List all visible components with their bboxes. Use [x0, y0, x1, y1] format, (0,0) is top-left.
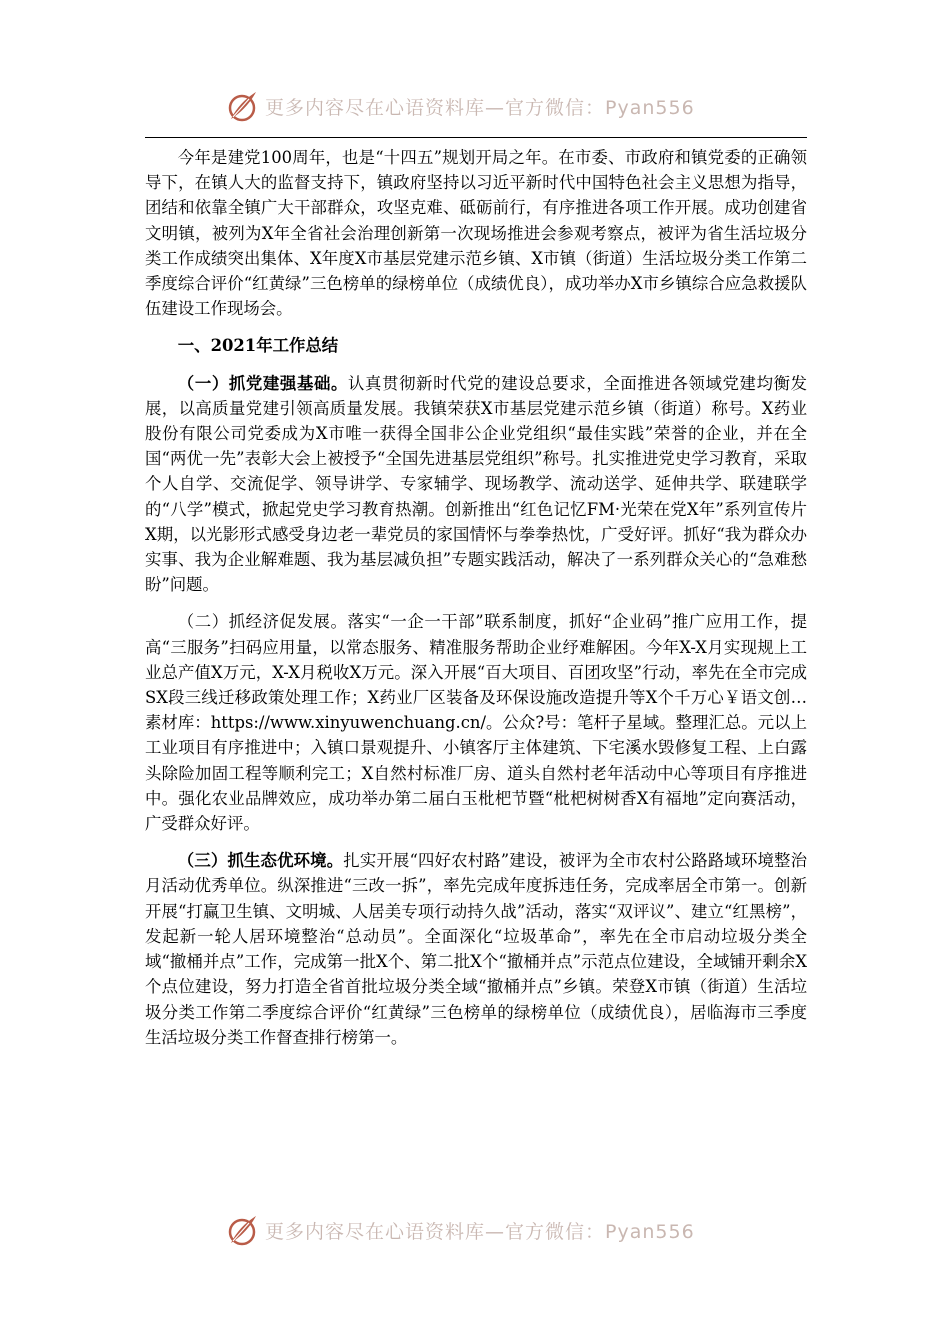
paragraph-body: 扎实开展“四好农村路”建设，被评为全市农村公路路域环境整治月活动优秀单位。纵深推进“三改一拆”，率先完成年度拆违任务，完成率居全市第一。创新开展“打赢卫生镇、文明城、人居美专项行动持久战”活动，落实“双评议”、建立“红黑榜”，发起新一轮人居环境整治“总动员”。全面深化“垃圾革命”，率先在全市启动垃圾分类全域“撤桶并点”工作，完成第一批X个、第二批X个“撤桶并点”示范点位建设，全域铺开剩余X个点位建设，努力打造全省首批垃圾分类全域“撤桶并点”乡镇。荣登X市镇（街道）生活垃圾分类工作第二季度综合评价“红黄绿”三色榜单的绿榜单位（成绩优良），居临海市三季度生活垃圾分类工作督查排行榜第一。 — [145, 851, 807, 1047]
paragraph-party-building — [145, 371, 807, 598]
header-banner — [0, 86, 950, 126]
quill-pen-icon — [225, 89, 259, 123]
banner-text: 更多内容尽在心语资料库—官方微信：Pyan556 — [265, 96, 695, 119]
quill-pen-icon — [225, 1213, 259, 1247]
banner-text: 更多内容尽在心语资料库—官方微信：Pyan556 — [265, 1220, 695, 1243]
document-body — [145, 145, 807, 1062]
paragraph-body: 认真贯彻新时代党的建设总要求，全面推进各领域党建均衡发展，以高质量党建引领高质量发展。我镇荣获X市基层党建示范乡镇（街道）称号。X药业股份有限公司党委成为X市唯一获得全国非公企业党组织“最佳实践”荣誉的企业，并在全国“两优一先”表彰大会上被授予“全国先进基层党组织”称号。扎实推进党史学习教育，采取个人自学、交流促学、领导讲学、专家辅学、现场教学、流动送学、延伸共学、联建联学的“八学”模式，掀起党史学习教育热潮。创新推出“红色记忆FM·光荣在党X年”系列宣传片X期，以光影形式感受身边老一辈党员的家国情怀与拳拳热忱，广受好评。抓好“我为群众办实事、我为企业解难题、我为基层减负担”专题实践活动，解决了一系列群众关心的“急难愁盼”问题。 — [145, 373, 808, 595]
footer-banner — [0, 1210, 950, 1250]
paragraph-economy: （二）抓经济促发展。落实“一企一干部”联系制度，抓好“企业码”推广应用工作，提高“三服务”扫码应用量，以常态服务、精准服务帮助企业纾难解困。今年X-X月实现规上工业总产值X万元，X-X月税收X万元。深入开展“百大项目、百团攻坚”行动，率先在全市完成SX段三线迁移政策处理工作；X药业厂区装备及环保设施改造提升等X个千万心￥语文创…素材库：https://www.xinyuwenchuang.cn/。公众?号：笔杆子星域。整理汇总。元以上工业项目有序推进中；入镇口景观提升、小镇客厅主体建筑、下宅溪水毁修复工程、上白露头除险加固工程等顺利完工；X自然村标准厂房、道头自然村老年活动中心等项目有序推进中。强化农业品牌效应，成功举办第二届白玉枇杷节暨“枇杷树树香X有福地”定向赛活动，广受群众好评。 — [145, 612, 807, 834]
paragraph-lead: （三）抓生态优环境。 — [177, 851, 344, 871]
paragraph-lead: （一）抓党建强基础。 — [177, 373, 349, 393]
section-heading: 一、2021年工作总结 — [177, 336, 339, 356]
intro-paragraph: 今年是建党100周年，也是“十四五”规划开局之年。在市委、市政府和镇党委的正确领导下，在镇人大的监督支持下，镇政府坚持以习近平新时代中国特色社会主义思想为指导，团结和依靠全镇广大干部群众，攻坚克难、砥砺前行，有序推进各项工作开展。成功创建省文明镇，被列为X年全省社会治理创新第一次现场推进会参观考察点，被评为省生活垃圾分类工作成绩突出集体、X年度X市基层党建示范乡镇、X市镇（街道）生活垃圾分类工作第二季度综合评价“红黄绿”三色榜单的绿榜单位（成绩优良），成功举办X市乡镇综合应急救援队伍建设工作现场会。 — [145, 148, 807, 319]
paragraph-ecology — [145, 848, 807, 1050]
header-rule — [145, 137, 807, 138]
